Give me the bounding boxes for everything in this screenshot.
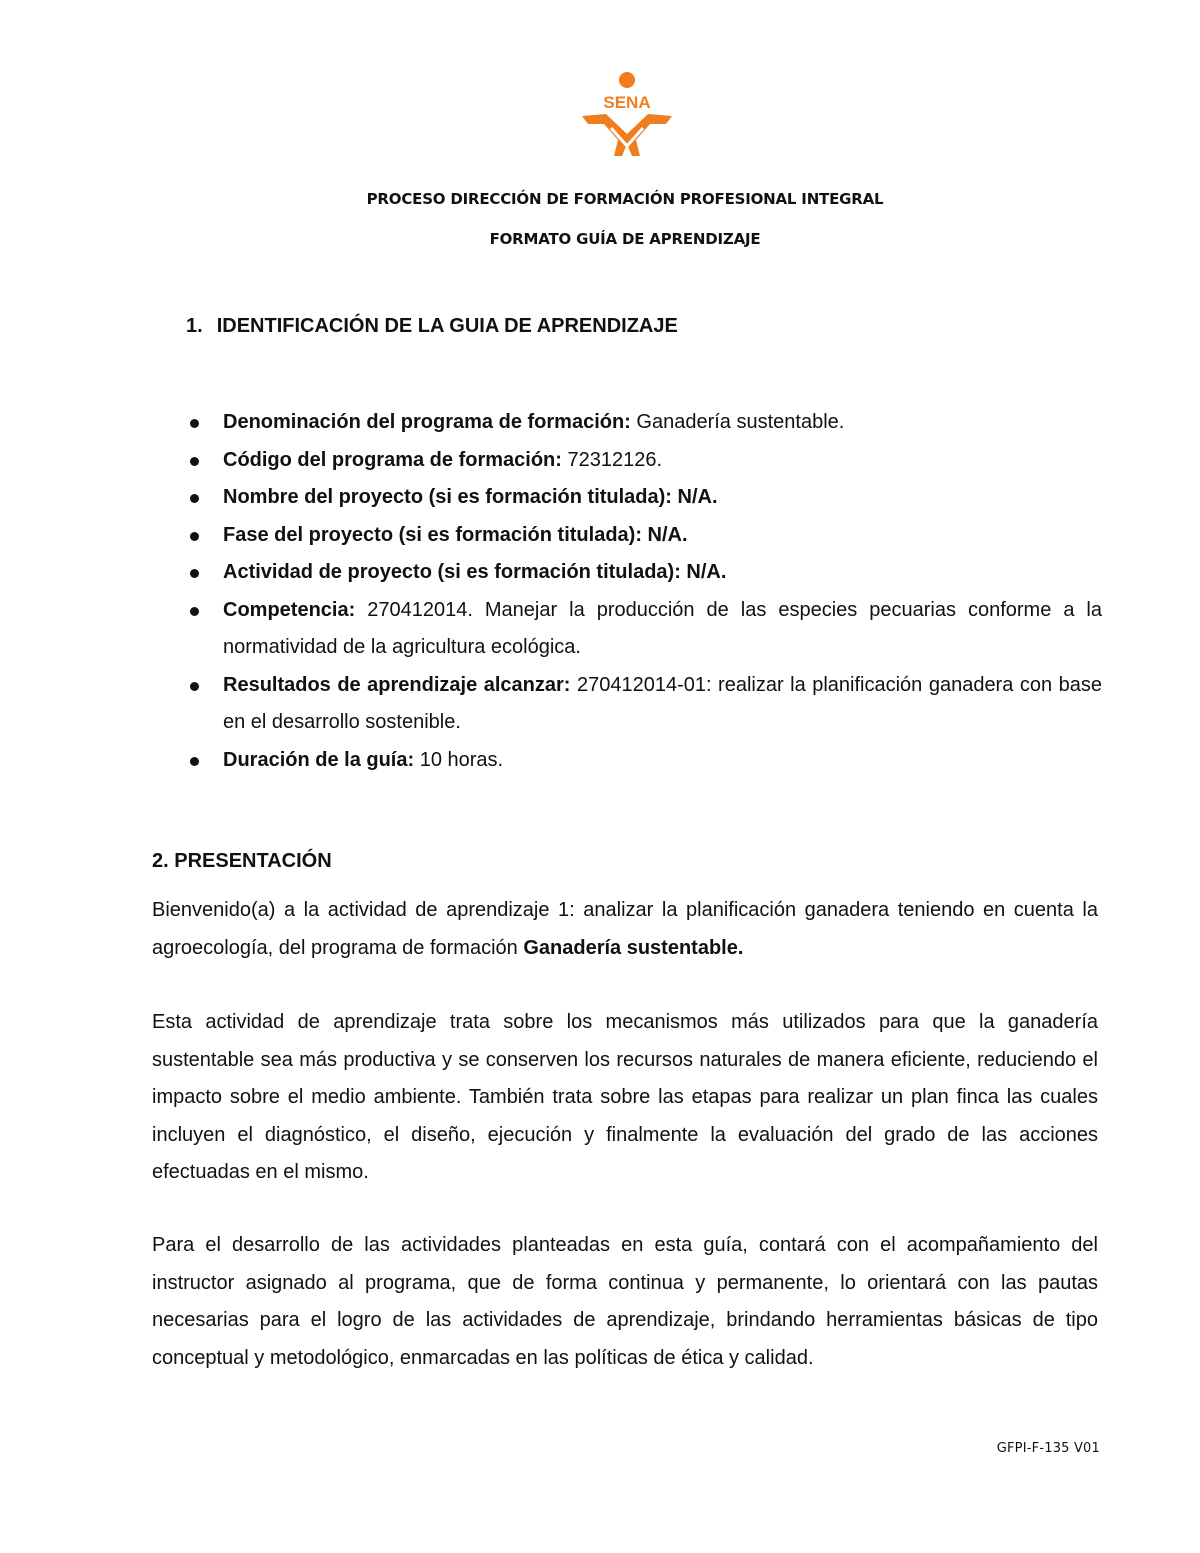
- bullet-icon: [190, 569, 199, 578]
- list-item: [152, 517, 1102, 555]
- item-label: Nombre del proyecto (si es formación titulada): N/A.: [223, 486, 718, 508]
- bullet-icon: [190, 457, 199, 466]
- welcome-paragraph: [152, 892, 1098, 967]
- list-item: [152, 479, 1102, 517]
- sena-logo-icon: [578, 70, 676, 162]
- item-value: 270412014-01: realizar la planificación ganadera con base en el desarrollo sostenible.: [223, 673, 1102, 733]
- section2-heading: 2. PRESENTACIÓN: [152, 850, 332, 872]
- logo-text: SENA: [603, 93, 651, 112]
- item-label: Competencia:: [223, 598, 356, 621]
- list-item: [152, 592, 1102, 667]
- process-title: PROCESO DIRECCIÓN DE FORMACIÓN PROFESIONAL INTEGRAL: [366, 190, 884, 208]
- item-label: Código del programa de formación:: [223, 448, 562, 471]
- bullet-icon: [190, 419, 199, 428]
- section1-heading: [186, 315, 678, 338]
- format-title: FORMATO GUÍA DE APRENDIZAJE: [489, 230, 761, 248]
- bullet-icon: [190, 532, 199, 541]
- section1-number: 1.: [186, 315, 203, 337]
- welcome-text: Bienvenido(a) a la actividad de aprendizaje 1: analizar la planificación ganadera teniendo en cuenta la agroecología, del programa de formación: [152, 899, 1098, 959]
- description-paragraph: Esta actividad de aprendizaje trata sobre los mecanismos más utilizados para que la ganadería sustentable sea más productiva y se conserven los recursos naturales de manera eficiente, reduciendo el impacto sobre el medio ambiente. También trata sobre las etapas para realizar un plan finca las cuales incluyen el diagnóstico, el diseño, ejecución y finalmente la evaluación del grado de las acciones efectuadas en el mismo.: [152, 1011, 1098, 1183]
- item-value: 10 horas.: [414, 748, 504, 771]
- support-paragraph: Para el desarrollo de las actividades planteadas en esta guía, contará con el acompañamiento del instructor asignado al programa, que de forma continua y permanente, lo orientará con las pautas necesarias para el logro de las actividades de aprendizaje, brindando herramientas básicas de tipo conceptual y metodológico, enmarcadas en las políticas de ética y calidad.: [152, 1234, 1098, 1369]
- section1-title: IDENTIFICACIÓN DE LA GUIA DE APRENDIZAJE: [216, 315, 678, 337]
- item-label: Duración de la guía:: [223, 748, 415, 771]
- item-label: Actividad de proyecto (si es formación titulada): N/A.: [223, 561, 727, 583]
- list-item: [152, 404, 1102, 442]
- list-item: [152, 554, 1102, 592]
- item-value: Ganadería sustentable.: [630, 411, 845, 433]
- bullet-icon: [190, 757, 199, 766]
- document-code: GFPI-F-135 V01: [996, 1441, 1100, 1456]
- list-item: [152, 742, 1102, 780]
- list-item: [152, 667, 1102, 742]
- list-item: [152, 442, 1102, 480]
- item-label: Denominación del programa de formación:: [223, 411, 631, 433]
- bullet-icon: [190, 607, 199, 616]
- item-label: Resultados de aprendizaje alcanzar:: [223, 673, 571, 696]
- bullet-icon: [190, 682, 199, 691]
- bullet-icon: [190, 494, 199, 503]
- item-label: Fase del proyecto (si es formación titulada): N/A.: [223, 523, 688, 546]
- item-value: 270412014. Manejar la producción de las especies pecuarias conforme a la normatividad de la agricultura ecológica.: [223, 598, 1102, 658]
- program-name: Ganadería sustentable.: [523, 936, 744, 959]
- identification-list: [152, 404, 1102, 779]
- item-value: 72312126.: [561, 448, 663, 471]
